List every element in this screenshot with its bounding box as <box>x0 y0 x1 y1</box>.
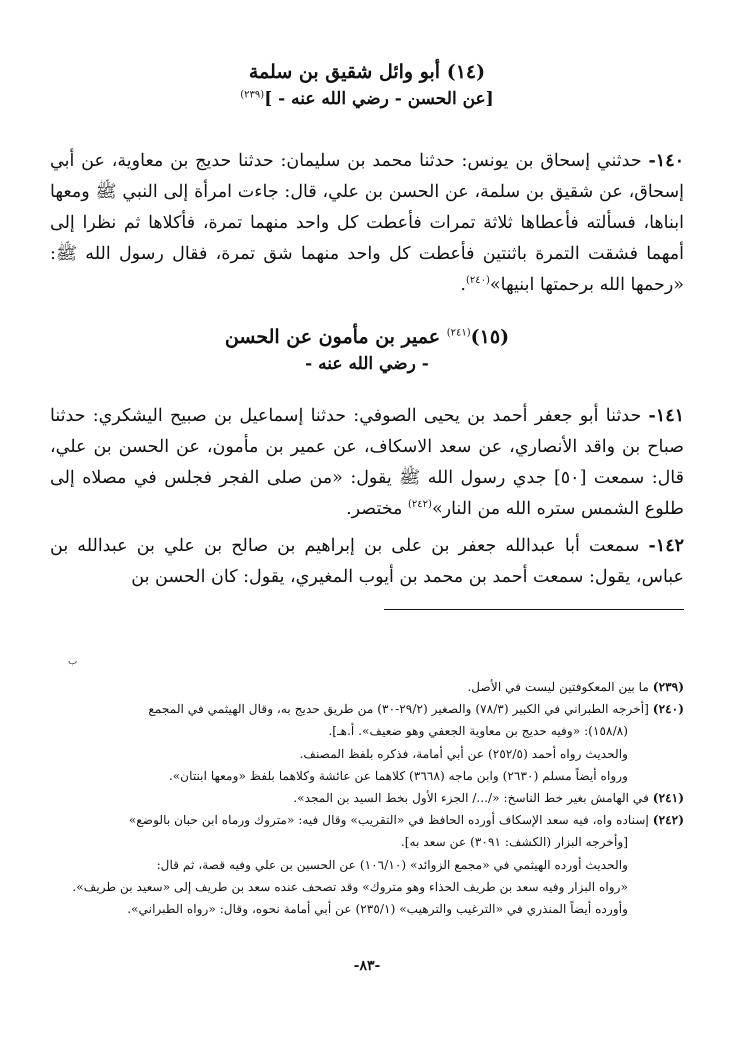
hadith-number: ١٤٠- <box>648 151 684 171</box>
footnote-number: (٢٤٠) <box>652 702 684 717</box>
footnote-text: [وأخرجه البزار (الكشف: ٣٠٩١) عن سعد به]. <box>400 835 628 850</box>
footnotes <box>50 676 684 920</box>
footnote-text: وأورده أيضاً المنذري في «الترغيب والترهيب» (٢٣٥/١) عن أبي أمامة نحوه، وقال: «رواه الطبراني». <box>127 902 628 917</box>
section-title: (١٤) أبو وائل شقيق بن سلمة <box>248 61 486 83</box>
footnote-continuation <box>50 831 684 853</box>
hadith-end: مختصر. <box>346 499 408 519</box>
section-subtitle: - رضي الله عنه - <box>305 354 429 374</box>
footnote-continuation <box>50 743 684 765</box>
footnote-text: ورواه أيضاً مسلم (٢٦٣٠) وابن ماجه (٣٦٦٨) كلاهما عن عائشة وكلاهما بلفظ «ومعها ابنتان». <box>168 768 628 783</box>
footnote <box>50 787 684 809</box>
hadith-number: ١٤١- <box>648 406 684 426</box>
footnote-text: (١٥٨/٨): «وفيه حديج بن معاوية الجعفي وهو ضعيف». أ.هـ]. <box>328 724 628 739</box>
subtitle-text: [عن الحسن - رضي الله عنه - ] <box>264 89 494 109</box>
section-number: (١٥) <box>470 326 510 348</box>
section-subtitle <box>50 86 684 112</box>
footnote-number: (٢٤١) <box>652 791 684 806</box>
hadith-text: حدثنا أبو جعفر أحمد بن يحيى الصوفي: حدثنا إسماعيل بن صبيح اليشكري: حدثنا صباح بن واقد الأنصاري، عن سعد الاسكاف، عن عمير بن مأمون، عن الحسن بن علي، قال: سمعت [٥٠] جدي رسول الله ﷺ يقول: «من صلى الفجر فجلس في مصلاه إلى طلوع الشمس ستره الله من النار» <box>50 406 685 519</box>
footnote-text: والحديث أورده الهيثمي في «مجمع الزوائد» (١٠٦/١٠) عن الحسين بن علي وفيه قصة، ثم قال: <box>156 857 628 872</box>
footnote-ref-240[interactable]: (٢٤٠) <box>465 275 490 287</box>
hadith-142 <box>50 531 684 593</box>
hadith-text: سمعت أبا عبدالله جعفر بن على بن إبراهيم بن صالح بن علي بن عبدالله بن عباس، يقول: سمعت أحمد بن محمد بن أيوب المغيري، يقول: كان الحسن بن <box>50 536 684 587</box>
section-heading-14 <box>50 58 684 112</box>
footnote-text: إسناده واه، فيه سعد الإسكاف أورده الحافظ في «التقريب» وقال فيه: «متروك ورماه ابن حبان بالوضع» <box>128 813 653 828</box>
footnote-continuation <box>50 854 684 876</box>
section-heading-15 <box>50 323 684 377</box>
footnote-text: ما بين المعكوفتين ليست في الأصل. <box>467 680 653 694</box>
footnote-text: في الهامش بغير خط الناسخ: «/.../ الجزء الأول بخط السيد بن المجد». <box>293 791 653 806</box>
footnote-text: والحديث رواه أحمد (٢٥٢/٥) عن أبي أمامة، فذكره بلفظ المصنف. <box>299 746 628 761</box>
footnote-text: «رواه البزار وفيه سعد بن طريف الحذاء وهو متروك» وقد تصحف عنده سعد بن طريف إلى «سعيد بن طريف». <box>72 879 628 894</box>
footnote-separator-wrap <box>50 609 684 610</box>
footnote-ref-241[interactable]: (٢٤١) <box>446 327 471 339</box>
footnote <box>50 676 684 698</box>
footnote-continuation <box>50 876 684 898</box>
hadith-140 <box>50 146 684 301</box>
footnote-ref-239[interactable]: (٢٣٩) <box>240 89 265 101</box>
footnote <box>50 698 684 720</box>
footnote-text: [أخرجه الطبراني في الكبير (٧٨/٣) والصغير (٢٩/٢-٣٠) من طريق حديج به، وقال الهيثمي في المجمع <box>148 702 653 717</box>
footnote-continuation <box>50 898 684 920</box>
section-title <box>50 323 684 351</box>
footnote-number: (٢٤٢) <box>652 813 684 828</box>
hadith-number: ١٤٢- <box>648 536 684 556</box>
hadith-141 <box>50 401 684 525</box>
footnote-continuation <box>50 765 684 787</box>
footnote-continuation <box>50 720 684 742</box>
hadith-end: . <box>460 275 466 295</box>
footnote-separator <box>384 609 684 610</box>
footnote-ref-242[interactable]: (٢٤٢) <box>408 499 432 511</box>
hadith-text: حدثني إسحاق بن يونس: حدثنا محمد بن سليمان: حدثنا حديج بن معاوية، عن أبي إسحاق، عن شقيق بن سلمة، عن الحسن بن علي، قال: جاءت امرأة إلى النبي ﷺ ومعها ابناها، فسألته فأعطاها ثلاثة تمرات فأعطت كل واحد منهما تمرة، فأكلاها ثم نظرا إلى أمهما فشقت التمرة باثنتين فأعطت كل واحد منهما شق تمرة، فقال رسول الله ﷺ: «رحمها الله برحمتها ابنيها» <box>50 151 684 295</box>
footnote <box>50 809 684 831</box>
section-title-text: عمير بن مأمون عن الحسن <box>224 326 447 348</box>
margin-mark: ب <box>68 656 78 667</box>
page-number: -٨٣- <box>353 958 381 974</box>
footnote-number: (٢٣٩) <box>652 680 684 694</box>
